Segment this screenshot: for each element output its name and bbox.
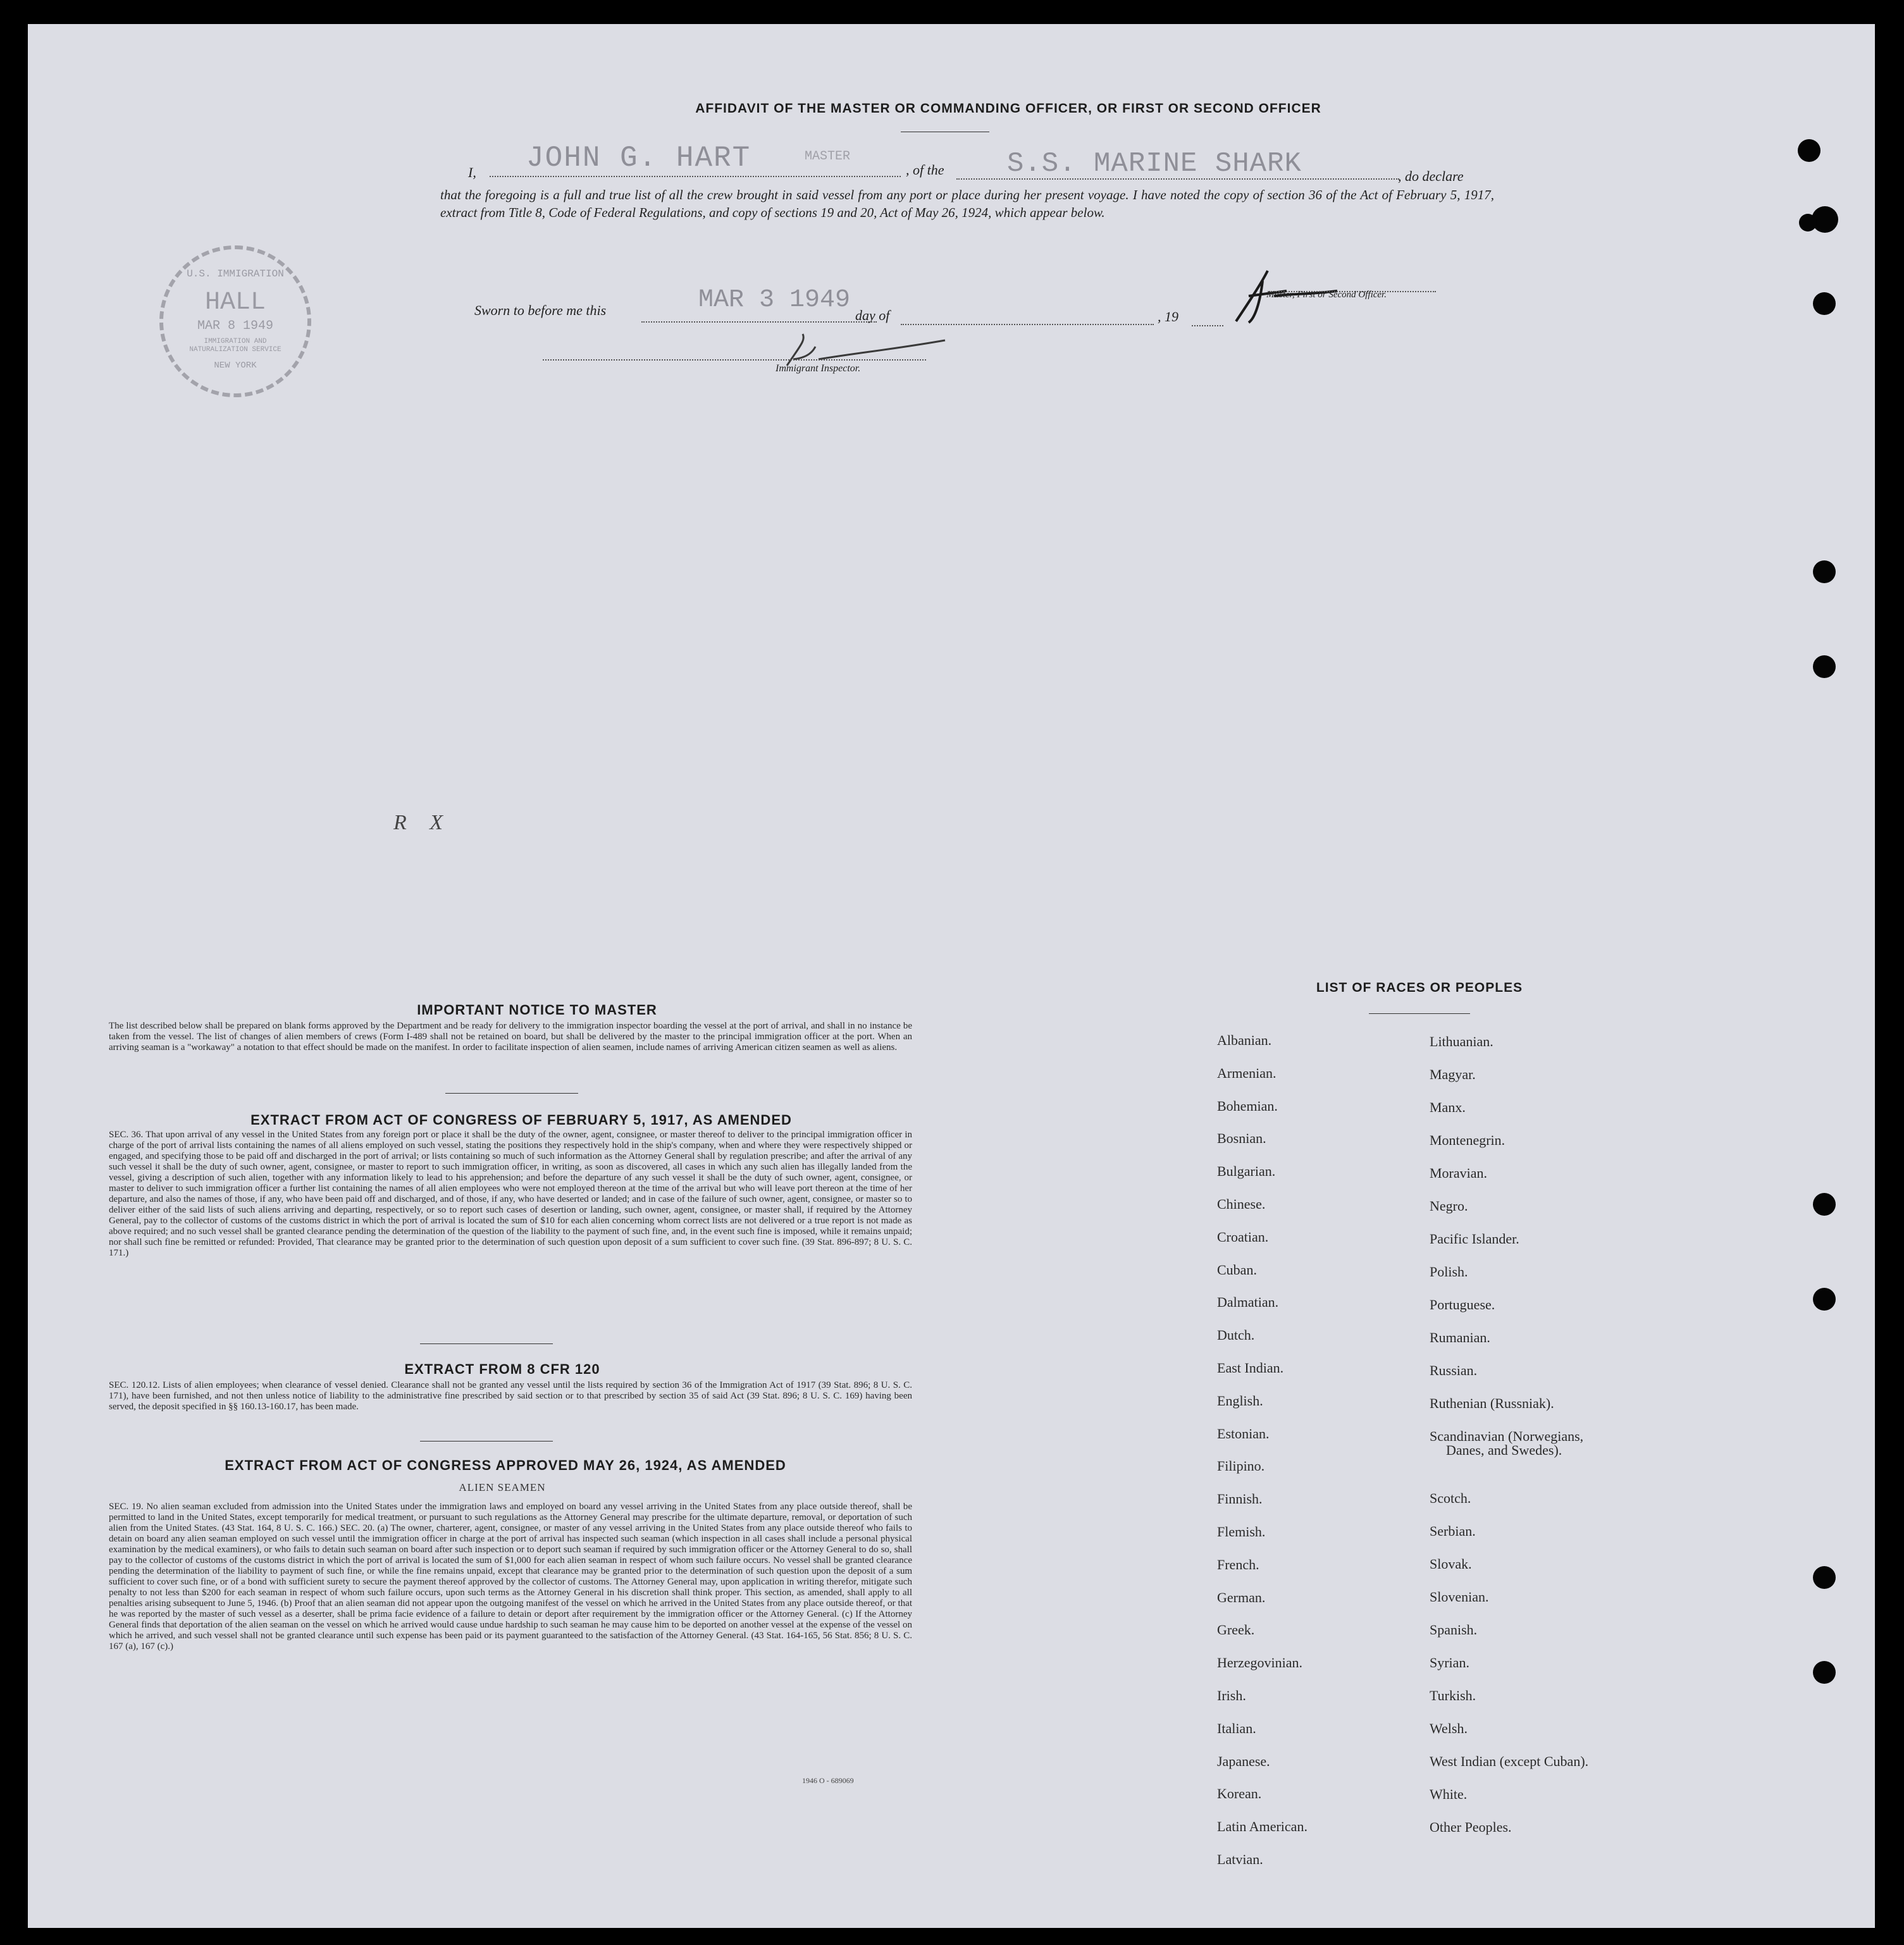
race-item: Armenian.: [1217, 1065, 1277, 1081]
race-item: Pacific Islander.: [1430, 1231, 1519, 1247]
race-item: Slovenian.: [1430, 1589, 1489, 1605]
margin-mark: R X: [393, 811, 452, 834]
race-item: Welsh.: [1430, 1720, 1468, 1736]
sworn-label: Sworn to before me this: [474, 302, 607, 318]
divider: [420, 1441, 553, 1442]
affidavit-title: AFFIDAVIT OF THE MASTER OR COMMANDING OFFICER, OR FIRST OR SECOND OFFICER: [695, 101, 1321, 116]
sworn-date: MAR 3 1949: [698, 286, 851, 314]
stamp-line: IMMIGRATION AND NATURALIZATION SERVICE: [189, 338, 281, 354]
declaration-text: that the foregoing is a full and true list of all the crew brought in said vessel from any port or place during her present voyage. I have noted the copy of section 36 of the Act of February 5, 1917, extract from Title 8, Code of Federal Regulations, and copy of sections 19 and 20, Act of May 26, 1924, which appear below.: [440, 187, 1494, 220]
punch-hole-icon: [1813, 560, 1836, 583]
document-sheet: [28, 24, 1875, 1928]
day-of-label: day of: [855, 307, 890, 323]
race-item: Croatian.: [1217, 1228, 1269, 1245]
race-item: East Indian.: [1217, 1360, 1284, 1376]
race-item: Danes, and Swedes).: [1446, 1442, 1562, 1458]
race-item: German.: [1217, 1589, 1266, 1605]
race-item: Filipino.: [1217, 1458, 1265, 1474]
master-rank: MASTER: [805, 149, 851, 164]
extract3-subtitle: ALIEN SEAMEN: [459, 1481, 546, 1493]
affidavit-i-label: I,: [468, 164, 476, 180]
race-item: Latin American.: [1217, 1818, 1307, 1835]
year-label: , 19: [1158, 309, 1178, 324]
race-item: English.: [1217, 1392, 1263, 1409]
punch-hole-icon: [1813, 655, 1836, 678]
race-item: Scandinavian (Norwegians,: [1430, 1428, 1584, 1444]
of-the-label: , of the: [906, 162, 944, 178]
race-item: Dalmatian.: [1217, 1294, 1279, 1311]
divider: [445, 1093, 578, 1094]
race-item: Negro.: [1430, 1198, 1468, 1214]
extract2-title: EXTRACT FROM 8 CFR 120: [404, 1361, 600, 1377]
name-line: [490, 176, 901, 177]
punch-hole-icon: [1813, 1661, 1836, 1684]
race-item: Scotch.: [1430, 1490, 1471, 1506]
race-item: Japanese.: [1217, 1753, 1270, 1769]
race-item: Serbian.: [1430, 1523, 1476, 1539]
race-item: Korean.: [1217, 1786, 1262, 1802]
race-item: Magyar.: [1430, 1066, 1476, 1082]
extract2-body: SEC. 120.12. Lists of alien employees; when clearance of vessel denied. Clearance shall not be granted any vessel until the lists required by section 36 of the Immigration Act of 1917 (39 Stat. 896; 8 U. S. C. 171), have been furnished, and not then unless notice of liability to the administrative fine prescribed by said section or to that prescribed by section 35 of said Act (39 Stat. 896; 8 U. S. C. 169) having been served, the deposit specified in §§ 160.13-160.17, has been made.: [109, 1380, 912, 1412]
vessel-name: S.S. MARINE SHARK: [1007, 148, 1302, 180]
race-item: Bulgarian.: [1217, 1163, 1276, 1180]
extract3-body: SEC. 19. No alien seaman excluded from admission into the United States under the immigration laws and employed on board any vessel arriving in the United States from any place outside thereof, shall be permitted to land in the United States, except temporarily for medical treatment, or pursuant to such regulations as the Attorney General may prescribe for the ultimate departure, removal, or deportation of such alien from the United States. (43 Stat. 164, 8 U. S. C. 166.) SEC. 20. (a) The owner, charterer, agent, consignee, or master of any vessel arriving in the United States from any place outside thereof who fails to detain on board any alien seaman employed on such vessel until the immigration officer in charge at the port of arrival has inspected such seaman (which inspection in all cases shall include a personal physical examination by the medical examiners), or who fails to detain such seaman on board after such inspection or to deport such seaman if required by such immigration officer or the Attorney General to do so, shall pay to the collector of customs of the customs district in which the port of arrival is located the sum of $1,000 for each alien seaman in respect of whom such failure occurs. No vessel shall be granted clearance pending the determination of the liability to payment of such fine, or while the fine remains unpaid, except that clearance may be granted prior to the determination of such question upon the deposit of a sum sufficient to cover such fine, or of a bond with sufficient surety to secure the payment thereof approved by the collector of customs. The Attorney General may, upon application in writing therefor, mitigate such penalty to not less than $200 for each seaman in respect of whom such failure occurs, upon such terms as the Attorney General in his discretion shall think proper. This section, as amended, shall apply to all penalties arising subsequent to June 5, 1946. (b) Proof that an alien seaman did not appear upon the outgoing manifest of the vessel on which he arrived in the United States from any place outside thereof, or that he was reported by the master of such vessel as a deserter, shall be prima facie evidence of a failure to detain or deport after requirement by the immigration officer or the Attorney General. (c) If the Attorney General finds that deportation of the alien seaman on the vessel on which he arrived would cause undue hardship to such seaman he may cause him to be deported on another vessel at the expense of the vessel on which he arrived, and such vessel shall not be granted clearance until such expense has been paid or its payment guaranteed to the satisfaction of the Attorney General. (43 Stat. 164-165, 56 Stat. 856; 8 U. S. C. 167 (a), 167 (c).): [109, 1502, 912, 1652]
race-item: Slovak.: [1430, 1556, 1472, 1572]
immigration-stamp: [159, 245, 311, 397]
race-item: Latvian.: [1217, 1851, 1263, 1867]
race-item: Herzegovinian.: [1217, 1655, 1302, 1671]
race-item: Greek.: [1217, 1622, 1255, 1638]
race-item: Turkish.: [1430, 1688, 1476, 1703]
stamp-line: U.S. IMMIGRATION: [187, 268, 284, 280]
race-item: White.: [1430, 1786, 1468, 1802]
race-item: Irish.: [1217, 1688, 1246, 1703]
races-title: LIST OF RACES OR PEOPLES: [1316, 980, 1523, 995]
race-item: Manx.: [1430, 1099, 1466, 1115]
master-name: JOHN G. HART: [526, 142, 751, 175]
punch-hole-icon: [1813, 292, 1836, 315]
race-item: Syrian.: [1430, 1655, 1469, 1670]
punch-hole-icon: [1798, 139, 1821, 162]
race-item: Russian.: [1430, 1362, 1478, 1378]
race-item: Montenegrin.: [1430, 1132, 1505, 1148]
race-item: Portuguese.: [1430, 1297, 1495, 1312]
race-item: Flemish.: [1217, 1524, 1266, 1540]
race-item: Rumanian.: [1430, 1330, 1490, 1345]
race-item: Italian.: [1217, 1720, 1256, 1736]
race-item: Spanish.: [1430, 1622, 1478, 1638]
notice-title: IMPORTANT NOTICE TO MASTER: [417, 1002, 657, 1018]
do-declare-label: , do declare: [1398, 168, 1464, 184]
race-item: Moravian.: [1430, 1165, 1488, 1181]
inspector-line: [543, 359, 926, 361]
race-item: Chinese.: [1217, 1196, 1266, 1212]
race-item: West Indian (except Cuban).: [1430, 1753, 1589, 1769]
punch-hole-icon: [1813, 1288, 1836, 1311]
inspector-signature: [755, 321, 958, 385]
punch-hole-icon: [1813, 1566, 1836, 1589]
stamp-line: MAR 8 1949: [197, 319, 274, 333]
race-item: Bohemian.: [1217, 1097, 1278, 1114]
race-item: Bosnian.: [1217, 1130, 1266, 1147]
notice-body: The list described below shall be prepared on blank forms approved by the Department and be ready for delivery to the immigration inspector boarding the vessel at the port of arrival, and shall in no instance be taken from the vessel. The list of changes of alien members of crews (Form I-489 shall not be retained on board, but shall be delivered by the master to the principal immigration officer at the port. When an arriving seaman is a "workaway" a notation to that effect should be made on the manifest. In order to facilitate inspection of alien seamen, include names of arriving American citizen seamen as well as aliens.: [109, 1021, 912, 1053]
divider: [420, 1343, 553, 1344]
race-item: Albanian.: [1217, 1032, 1272, 1048]
race-item: Dutch.: [1217, 1327, 1255, 1343]
extract1-title: EXTRACT FROM ACT OF CONGRESS OF FEBRUARY 5, 1917, AS AMENDED: [250, 1112, 792, 1128]
extract3-title: EXTRACT FROM ACT OF CONGRESS APPROVED MAY 26, 1924, AS AMENDED: [225, 1457, 786, 1473]
race-item: Cuban.: [1217, 1261, 1257, 1278]
extract1-body: SEC. 36. That upon arrival of any vessel in the United States from any foreign port or place it shall be the duty of the owner, agent, consignee, or master thereof to deliver to the principal immigration officer in charge of the port of arrival lists containing the names of all aliens employed on such vessel, stating the positions they respectively hold in the ship's company, when and where they were respectively shipped or engaged, and specifying those to be paid off and discharged in the port of arrival; or lists containing so much of such information as the Attorney General shall by regulation prescribe; and after the arrival of any such vessel it shall be the duty of such owner, agent, consignee, or master to report to such immigration officer, in writing, as soon as discovered, all cases in which any such alien has illegally landed from the vessel, giving a description of such alien, together with any information likely to lead to his apprehension; and before the departure of any such vessel it shall be the duty of such owner, agent, consignee, or master to deliver to such immigration officer a further list containing the names of all alien employees who were not employed thereon at the time of the arrival but who will leave port thereon at the time of her departure, and also the names of those, if any, who have been paid off and discharged, and of those, if any, who have deserted or landed; and in case of the failure of such owner, agent, consignee, or master so to deliver either of the said lists of such aliens arriving and departing, respectively, or so to report such cases of desertion or landing, such owner, agent, consignee, or master shall, if required by the Attorney General, pay to the collector of customs of the customs district in which the port of arrival is located the sum of $10 for each alien concerning whom correct lists are not delivered or a true report is not made as above required; and no such vessel shall be granted clearance pending the determination of the question of the liability to the payment of such fine, and, in the event such fine is imposed, while it remains unpaid; nor shall such fine be remitted or refunded: Provided, That clearance may be granted prior to the determination of such question upon deposit of a sum sufficient to cover such fine. (39 Stat. 896-897; 8 U. S. C. 171.): [109, 1130, 912, 1258]
divider: [1369, 1013, 1470, 1014]
race-item: Polish.: [1430, 1264, 1468, 1280]
race-item: Other Peoples.: [1430, 1819, 1512, 1835]
race-item: French.: [1217, 1556, 1259, 1572]
punch-hole-icon: [1813, 1193, 1836, 1216]
inspector-label: Immigrant Inspector.: [776, 363, 861, 374]
race-item: Lithuanian.: [1430, 1034, 1493, 1049]
stamp-line: NEW YORK: [214, 361, 257, 371]
punch-hole-icon: [1799, 214, 1817, 232]
race-item: Finnish.: [1217, 1491, 1263, 1507]
master-signature-label: Master, First or Second Officer.: [1266, 290, 1387, 300]
race-item: Ruthenian (Russniak).: [1430, 1395, 1554, 1411]
race-item: Estonian.: [1217, 1425, 1270, 1442]
stamp-line: HALL: [204, 288, 266, 317]
print-code: 1946 O - 689069: [802, 1776, 854, 1785]
